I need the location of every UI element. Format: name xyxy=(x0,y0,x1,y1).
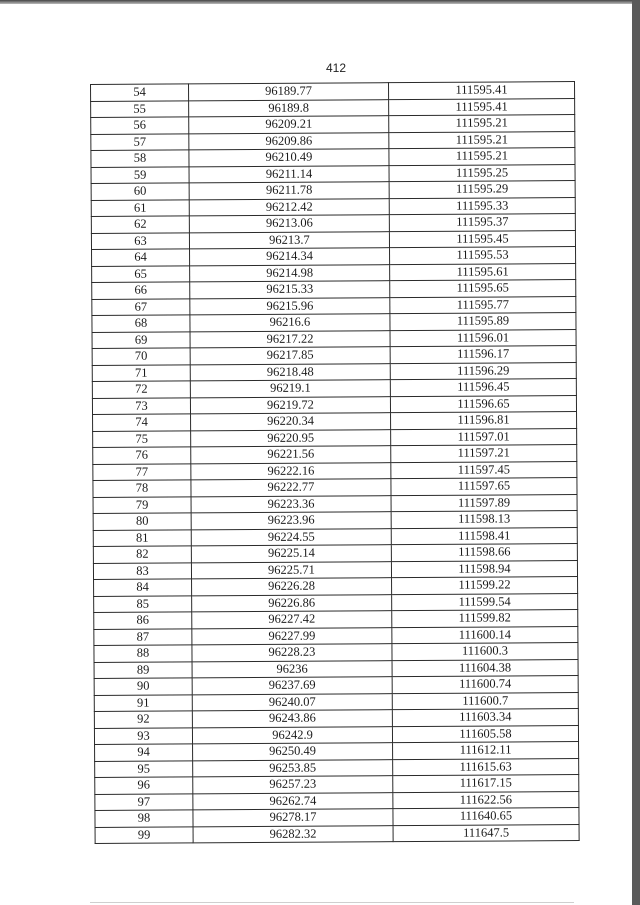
point-number-cell: 64 xyxy=(92,249,190,266)
point-number-cell: 60 xyxy=(91,183,189,200)
y-coordinate-cell: 111595.89 xyxy=(390,313,576,331)
x-coordinate-cell: 96211.14 xyxy=(189,165,389,183)
point-number-cell: 73 xyxy=(92,397,190,414)
y-coordinate-cell: 111600.7 xyxy=(392,692,578,710)
y-coordinate-cell: 111640.65 xyxy=(393,808,579,826)
y-coordinate-cell: 111595.21 xyxy=(389,115,575,133)
point-number-cell: 94 xyxy=(95,744,193,761)
y-coordinate-cell: 111596.81 xyxy=(391,412,577,430)
y-coordinate-cell: 111603.34 xyxy=(392,709,578,727)
y-coordinate-cell: 111604.38 xyxy=(392,659,578,677)
point-number-cell: 57 xyxy=(91,133,189,150)
point-number-cell: 69 xyxy=(92,331,190,348)
y-coordinate-cell: 111595.37 xyxy=(389,214,575,232)
x-coordinate-cell: 96220.34 xyxy=(191,413,391,431)
y-coordinate-cell: 111595.29 xyxy=(389,181,575,199)
y-coordinate-cell: 111595.41 xyxy=(388,82,574,100)
x-coordinate-cell: 96216.6 xyxy=(190,314,390,332)
x-coordinate-cell: 96240.07 xyxy=(192,693,392,711)
point-number-cell: 70 xyxy=(92,348,190,365)
x-coordinate-cell: 96250.49 xyxy=(193,743,393,761)
point-number-cell: 83 xyxy=(93,562,191,579)
point-number-cell: 86 xyxy=(94,612,192,629)
page-number: 412 xyxy=(325,61,347,75)
point-number-cell: 95 xyxy=(95,760,193,777)
y-coordinate-cell: 111596.29 xyxy=(390,362,576,380)
point-number-cell: 77 xyxy=(93,463,191,480)
point-number-cell: 99 xyxy=(95,826,193,843)
point-number-cell: 76 xyxy=(93,447,191,464)
x-coordinate-cell: 96224.55 xyxy=(191,528,391,546)
x-coordinate-cell: 96212.42 xyxy=(189,198,389,216)
x-coordinate-cell: 96189.8 xyxy=(189,99,389,117)
point-number-cell: 84 xyxy=(94,579,192,596)
x-coordinate-cell: 96219.72 xyxy=(190,396,390,414)
scan-right-edge xyxy=(632,0,640,905)
x-coordinate-cell: 96227.42 xyxy=(192,611,392,629)
point-number-cell: 66 xyxy=(92,282,190,299)
y-coordinate-cell: 111622.56 xyxy=(393,791,579,809)
point-number-cell: 61 xyxy=(91,199,189,216)
x-coordinate-cell: 96215.33 xyxy=(190,281,390,299)
y-coordinate-cell: 111600.14 xyxy=(392,626,578,644)
y-coordinate-cell: 111595.41 xyxy=(389,98,575,116)
y-coordinate-cell: 111599.22 xyxy=(392,577,578,595)
y-coordinate-cell: 111595.33 xyxy=(389,197,575,215)
y-coordinate-cell: 111596.65 xyxy=(390,395,576,413)
x-coordinate-cell: 96282.32 xyxy=(193,825,393,843)
x-coordinate-cell: 96189.77 xyxy=(189,83,389,101)
x-coordinate-cell: 96221.56 xyxy=(191,446,391,464)
page-bottom-rule xyxy=(90,902,574,903)
point-number-cell: 85 xyxy=(94,595,192,612)
y-coordinate-cell: 111595.53 xyxy=(390,247,576,265)
x-coordinate-cell: 96225.71 xyxy=(191,561,391,579)
y-coordinate-cell: 111615.63 xyxy=(393,758,579,776)
y-coordinate-cell: 111597.89 xyxy=(391,494,577,512)
point-number-cell: 89 xyxy=(94,661,192,678)
x-coordinate-cell: 96222.77 xyxy=(191,479,391,497)
y-coordinate-cell: 111600.74 xyxy=(392,676,578,694)
y-coordinate-cell: 111597.01 xyxy=(391,428,577,446)
point-number-cell: 75 xyxy=(93,430,191,447)
x-coordinate-cell: 96215.96 xyxy=(190,297,390,315)
point-number-cell: 55 xyxy=(91,100,189,117)
y-coordinate-cell: 111597.21 xyxy=(391,445,577,463)
x-coordinate-cell: 96222.16 xyxy=(191,462,391,480)
y-coordinate-cell: 111598.94 xyxy=(391,560,577,578)
y-coordinate-cell: 111595.25 xyxy=(389,164,575,182)
point-number-cell: 72 xyxy=(92,381,190,398)
point-number-cell: 74 xyxy=(93,414,191,431)
x-coordinate-cell: 96226.86 xyxy=(192,594,392,612)
point-number-cell: 93 xyxy=(94,727,192,744)
x-coordinate-cell: 96236 xyxy=(192,660,392,678)
x-coordinate-cell: 96217.85 xyxy=(190,347,390,365)
x-coordinate-cell: 96219.1 xyxy=(190,380,390,398)
point-number-cell: 88 xyxy=(94,645,192,662)
y-coordinate-cell: 111598.41 xyxy=(391,527,577,545)
y-coordinate-cell: 111605.58 xyxy=(392,725,578,743)
point-number-cell: 82 xyxy=(93,546,191,563)
x-coordinate-cell: 96225.14 xyxy=(191,545,391,563)
point-number-cell: 68 xyxy=(92,315,190,332)
x-coordinate-cell: 96211.78 xyxy=(189,182,389,200)
y-coordinate-cell: 111617.15 xyxy=(393,775,579,793)
point-number-cell: 71 xyxy=(92,364,190,381)
y-coordinate-cell: 111595.45 xyxy=(389,230,575,248)
x-coordinate-cell: 96227.99 xyxy=(192,627,392,645)
x-coordinate-cell: 96218.48 xyxy=(190,363,390,381)
x-coordinate-cell: 96242.9 xyxy=(192,726,392,744)
point-number-cell: 65 xyxy=(92,265,190,282)
x-coordinate-cell: 96257.23 xyxy=(193,776,393,794)
point-number-cell: 78 xyxy=(93,480,191,497)
point-number-cell: 58 xyxy=(91,150,189,167)
x-coordinate-cell: 96213.7 xyxy=(189,231,389,249)
y-coordinate-cell: 111599.82 xyxy=(392,610,578,628)
x-coordinate-cell: 96214.34 xyxy=(190,248,390,266)
point-number-cell: 54 xyxy=(91,84,189,101)
point-number-cell: 90 xyxy=(94,678,192,695)
y-coordinate-cell: 111612.11 xyxy=(393,742,579,760)
y-coordinate-cell: 111597.45 xyxy=(391,461,577,479)
x-coordinate-cell: 96210.49 xyxy=(189,149,389,167)
x-coordinate-cell: 96223.96 xyxy=(191,512,391,530)
y-coordinate-cell: 111598.66 xyxy=(391,544,577,562)
y-coordinate-cell: 111598.13 xyxy=(391,511,577,529)
x-coordinate-cell: 96223.36 xyxy=(191,495,391,513)
x-coordinate-cell: 96253.85 xyxy=(193,759,393,777)
point-number-cell: 96 xyxy=(95,777,193,794)
scan-top-shadow xyxy=(0,0,640,4)
y-coordinate-cell: 111595.21 xyxy=(389,148,575,166)
point-number-cell: 56 xyxy=(91,117,189,134)
y-coordinate-cell: 111595.65 xyxy=(390,280,576,298)
y-coordinate-cell: 111599.54 xyxy=(392,593,578,611)
x-coordinate-cell: 96228.23 xyxy=(192,644,392,662)
coordinates-table-body xyxy=(91,82,580,844)
y-coordinate-cell: 111595.77 xyxy=(390,296,576,314)
point-number-cell: 80 xyxy=(93,513,191,530)
x-coordinate-cell: 96278.17 xyxy=(193,809,393,827)
x-coordinate-cell: 96214.98 xyxy=(190,264,390,282)
point-number-cell: 67 xyxy=(92,298,190,315)
x-coordinate-cell: 96209.86 xyxy=(189,132,389,150)
table-row xyxy=(95,824,579,843)
point-number-cell: 59 xyxy=(91,166,189,183)
point-number-cell: 91 xyxy=(94,694,192,711)
point-number-cell: 79 xyxy=(93,496,191,513)
y-coordinate-cell: 111600.3 xyxy=(392,643,578,661)
x-coordinate-cell: 96217.22 xyxy=(190,330,390,348)
x-coordinate-cell: 96237.69 xyxy=(192,677,392,695)
y-coordinate-cell: 111596.01 xyxy=(390,329,576,347)
point-number-cell: 81 xyxy=(93,529,191,546)
y-coordinate-cell: 111596.17 xyxy=(390,346,576,364)
y-coordinate-cell: 111595.61 xyxy=(390,263,576,281)
y-coordinate-cell: 111596.45 xyxy=(390,379,576,397)
y-coordinate-cell: 111647.5 xyxy=(393,824,579,842)
point-number-cell: 87 xyxy=(94,628,192,645)
coordinates-table xyxy=(90,81,580,844)
x-coordinate-cell: 96226.28 xyxy=(192,578,392,596)
x-coordinate-cell: 96209.21 xyxy=(189,116,389,134)
point-number-cell: 63 xyxy=(91,232,189,249)
y-coordinate-cell: 111595.21 xyxy=(389,131,575,149)
point-number-cell: 62 xyxy=(91,216,189,233)
point-number-cell: 97 xyxy=(95,793,193,810)
point-number-cell: 98 xyxy=(95,810,193,827)
y-coordinate-cell: 111597.65 xyxy=(391,478,577,496)
x-coordinate-cell: 96243.86 xyxy=(192,710,392,728)
x-coordinate-cell: 96262.74 xyxy=(193,792,393,810)
x-coordinate-cell: 96220.95 xyxy=(191,429,391,447)
point-number-cell: 92 xyxy=(94,711,192,728)
x-coordinate-cell: 96213.06 xyxy=(189,215,389,233)
